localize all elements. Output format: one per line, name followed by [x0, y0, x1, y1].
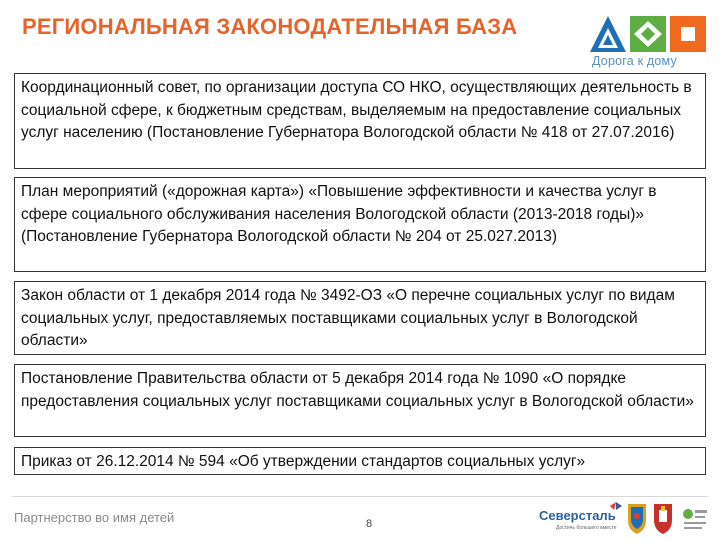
sponsor-name: Северсталь — [539, 508, 616, 523]
page-number: 8 — [366, 518, 373, 530]
legislation-item: Координационный совет, по организации доступа СО НКО, осуществляющих деятельность в социальной сфере, к бюджетным средствам, выделяемым на предоставление социальных услуг населению (Постановление Губернатора Вологодской области № 418 от 27.07.2016) — [14, 73, 706, 169]
legislation-item: План мероприятий («дорожная карта») «Повышение эффективности и качества услуг в сфере социального обслуживания населения Вологодской области (2013-2018 годы)» (Постановление Губернатора Вологодской области № 204 от 25.027.2013) — [14, 177, 706, 272]
legislation-item: Постановление Правительства области от 5 декабря 2014 года № 1090 «О порядке предоставления социальных услуг поставщиками социальных услуг в Вологодской области» — [14, 364, 706, 437]
footer-divider — [12, 496, 708, 497]
legislation-item: Закон области от 1 декабря 2014 года № 3492-ОЗ «О перечне социальных услуг по видам социальных услуг, предоставляемых поставщиками социальных услуг в Вологодской области» — [14, 281, 706, 355]
diamond-logo-icon — [630, 16, 666, 52]
logo-caption: Дорога к дому — [592, 54, 677, 68]
triangle-logo-icon — [590, 16, 626, 52]
footer-slogan: Партнерство во имя детей — [14, 510, 175, 525]
sponsor-tagline: Достичь большего вместе — [556, 525, 617, 531]
square-logo-icon — [670, 16, 706, 52]
city-emblem-icon — [654, 504, 672, 534]
page-title: РЕГИОНАЛЬНАЯ ЗАКОНОДАТЕЛЬНАЯ БАЗА — [22, 14, 518, 39]
coat-of-arms-icon — [628, 504, 646, 534]
legislation-item: Приказ от 26.12.2014 № 594 «Об утверждении стандартов социальных услуг» — [14, 447, 706, 475]
program-badge-icon — [680, 506, 710, 534]
